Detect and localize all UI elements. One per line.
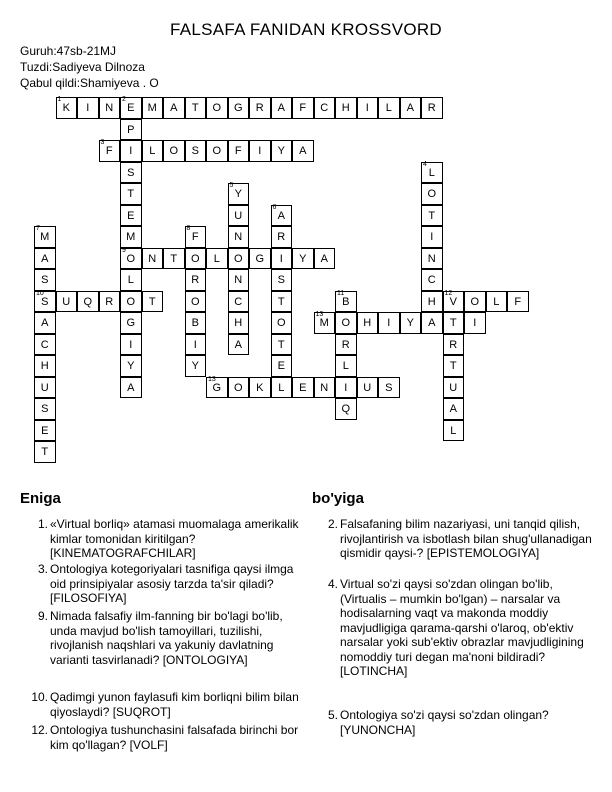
clue-text: Falsafaning bilim nazariyasi, uni tanqid qilish, rivojlantirish va isbotlash bilan shug'ullanadigan qismidir qaysi-? [EPISTEMOLOGIYA] <box>340 517 592 560</box>
cell-letter: N <box>320 381 329 394</box>
group-line: Guruh:47sb-21MJ <box>20 44 117 58</box>
crossword-cell <box>120 119 142 141</box>
clue-text: Ontologiya kotegoriyalari tasnifiga qaysi ilmga oid prinsipiyalar asosiy tarzda ta'sir qiladi? [FILOSOFIYA] <box>50 562 294 605</box>
cell-letter: Y <box>277 145 285 157</box>
crossword-cell <box>120 248 142 270</box>
cell-letter: H <box>40 360 49 372</box>
crossword-cell <box>228 291 250 313</box>
crossword-cell <box>142 248 164 270</box>
crossword-cell <box>99 97 121 119</box>
cell-letter: A <box>234 338 242 351</box>
down-clue <box>327 708 595 737</box>
across-clue <box>37 562 300 606</box>
crossword-cell <box>421 291 443 313</box>
crossword-cell <box>142 97 164 119</box>
crossword-cell <box>271 312 293 334</box>
crossword-cell <box>421 162 443 184</box>
crossword-cell <box>443 398 465 420</box>
cell-letter: T <box>127 188 135 200</box>
crossword-cell <box>120 377 142 399</box>
down-heading: bo'yiga <box>312 490 364 507</box>
cell-letter: E <box>127 209 135 222</box>
down-clue <box>327 577 595 679</box>
crossword-cell <box>206 97 228 119</box>
clue-number: 2. <box>327 517 338 531</box>
cell-letter: K <box>256 381 264 394</box>
crossword-cell <box>163 248 185 270</box>
crossword-cell <box>228 269 250 291</box>
crossword-cell <box>120 291 142 313</box>
cell-letter: U <box>449 381 458 394</box>
crossword-cell <box>34 248 56 270</box>
cell-letter: Y <box>191 360 199 372</box>
crossword-cell <box>335 334 357 356</box>
across-clue <box>31 723 300 752</box>
cell-letter: A <box>277 209 285 222</box>
cell-letter: I <box>193 338 197 351</box>
cell-letter: H <box>427 295 436 308</box>
cell-letter: S <box>41 403 49 415</box>
crossword-cell <box>228 334 250 356</box>
crossword-cell <box>228 312 250 334</box>
crossword-cell <box>421 248 443 270</box>
cell-number: 6 <box>272 203 277 211</box>
cell-number: 1 <box>57 96 62 103</box>
crossword-cell <box>185 248 207 270</box>
crossword-cell <box>249 97 271 119</box>
cell-letter: M <box>126 231 136 243</box>
cell-letter: Q <box>341 403 351 415</box>
clue-text: Ontologiya tushunchasini falsafada birinchi bor kim qo'llagan? [VOLF] <box>50 723 299 752</box>
cell-letter: O <box>126 295 136 308</box>
clue-text: Qadimgi yunon faylasufi kim borliqni bilim bilan qiyoslaydi? [SUQROT] <box>50 690 299 719</box>
cell-letter: C <box>234 295 243 308</box>
crossword-cell <box>271 226 293 248</box>
crossword-cell <box>120 140 142 162</box>
cell-letter: T <box>148 295 156 308</box>
crossword-cell <box>228 205 250 227</box>
cell-letter: A <box>449 403 457 415</box>
crossword-cell <box>142 140 164 162</box>
crossword-cell <box>120 205 142 227</box>
crossword-cell <box>34 420 56 442</box>
crossword-cell <box>185 269 207 291</box>
cell-letter: O <box>341 317 351 329</box>
crossword-cell <box>34 312 56 334</box>
cell-letter: A <box>320 252 328 265</box>
crossword-cell <box>357 377 379 399</box>
crossword-cell <box>77 291 99 313</box>
cell-letter: H <box>234 317 243 329</box>
cell-number: 3 <box>100 139 105 146</box>
clue-number: 10. <box>31 690 48 704</box>
cell-letter: O <box>169 145 179 157</box>
cell-letter: F <box>105 145 113 157</box>
cell-letter: F <box>191 231 199 243</box>
cell-letter: L <box>278 381 285 394</box>
clue-text: Nimada falsafiy ilm-fanning bir bo'lagi bo'lib, unda mavjud bo'lish tamoyillari, tuzilishi, rivojlanish naqshlari va yakuniy davlatning varianti tasvirlanadi? [ONTOLOGIYA] <box>50 609 283 667</box>
cell-letter: C <box>320 102 329 114</box>
cell-letter: E <box>41 424 49 437</box>
cell-number: 2 <box>122 96 126 103</box>
cell-letter: E <box>277 360 285 372</box>
cell-letter: O <box>233 252 243 265</box>
clue-number: 1. <box>37 517 48 531</box>
cell-number: 11 <box>337 289 345 297</box>
cell-letter: V <box>449 295 457 308</box>
crossword-cell <box>34 269 56 291</box>
crossword-cell <box>421 226 443 248</box>
crossword-cell <box>34 377 56 399</box>
crossword-cell <box>120 162 142 184</box>
crossword-cell <box>271 205 293 227</box>
cell-letter: I <box>258 145 262 157</box>
crossword-cell <box>400 312 422 334</box>
cell-number: 7 <box>36 225 40 232</box>
cell-letter: H <box>363 317 372 329</box>
across-clue <box>31 690 300 719</box>
crossword-cell <box>185 226 207 248</box>
crossword-cell <box>185 140 207 162</box>
cell-letter: T <box>191 102 199 114</box>
cell-letter: I <box>129 145 133 157</box>
cell-letter: N <box>234 274 243 286</box>
clue-number: 4. <box>327 577 338 591</box>
crossword-cell <box>228 140 250 162</box>
cell-letter: Y <box>127 360 135 372</box>
cell-letter: R <box>449 338 458 351</box>
crossword-cell <box>228 248 250 270</box>
cell-letter: M <box>147 102 157 114</box>
cell-letter: T <box>41 446 49 458</box>
cell-number: 9 <box>122 246 126 254</box>
cell-letter: L <box>450 424 457 437</box>
cell-letter: S <box>41 295 49 308</box>
crossword-cell <box>292 248 314 270</box>
crossword-cell <box>34 334 56 356</box>
cell-letter: E <box>127 102 135 114</box>
crossword-cell <box>99 140 121 162</box>
cell-letter: S <box>127 166 135 179</box>
crossword-cell <box>314 377 336 399</box>
cell-letter: S <box>41 274 49 286</box>
cell-letter: T <box>277 338 285 351</box>
crossword-cell <box>335 291 357 313</box>
crossword-cell <box>120 355 142 377</box>
crossword-cell <box>464 312 486 334</box>
cell-letter: A <box>299 145 307 157</box>
cell-letter: A <box>406 102 414 114</box>
cell-number: 13 <box>315 311 324 318</box>
crossword-cell <box>421 312 443 334</box>
cell-letter: I <box>129 338 133 351</box>
crossword-cell <box>120 226 142 248</box>
cell-number: 13 <box>208 375 216 383</box>
cell-letter: O <box>126 252 136 265</box>
cell-letter: A <box>41 317 49 329</box>
across-clue <box>37 609 300 667</box>
cell-letter: A <box>127 381 135 394</box>
crossword-cell <box>228 183 250 205</box>
cell-letter: B <box>191 317 199 329</box>
cell-letter: O <box>212 102 222 114</box>
cell-letter: O <box>427 188 437 200</box>
cell-letter: L <box>385 102 392 114</box>
crossword-cell <box>185 355 207 377</box>
cell-number: 10 <box>36 289 44 297</box>
cell-letter: U <box>62 295 71 308</box>
cell-letter: Y <box>406 317 414 329</box>
cell-letter: T <box>428 209 436 222</box>
crossword-cell <box>185 312 207 334</box>
cell-letter: T <box>449 317 457 329</box>
cell-letter: N <box>105 102 114 114</box>
cell-letter: G <box>212 381 222 394</box>
cell-letter: G <box>126 317 136 329</box>
crossword-cell <box>271 334 293 356</box>
cell-letter: O <box>470 295 480 308</box>
crossword-cell <box>443 291 465 313</box>
crossword-cell <box>99 291 121 313</box>
cell-letter: I <box>473 317 477 329</box>
crossword-cell <box>443 355 465 377</box>
crossword-cell <box>443 420 465 442</box>
crossword-cell <box>486 291 508 313</box>
crossword-cell <box>421 205 443 227</box>
cell-letter: Q <box>83 295 93 308</box>
cell-letter: L <box>428 166 435 179</box>
across-heading: Eniga <box>20 490 61 507</box>
crossword-cell <box>357 97 379 119</box>
cell-letter: K <box>62 102 70 114</box>
reviewer-line: Qabul qildi:Shamiyeva . O <box>20 76 159 90</box>
cell-letter: I <box>365 102 369 114</box>
clue-text: «Virtual borliq» atamasi muomalaga amerikalik kimlar tomonidan kiritilgan? [KINEMATOGRAFCHILAR] <box>50 517 299 560</box>
cell-letter: I <box>387 317 391 329</box>
cell-letter: L <box>213 252 220 265</box>
crossword-cell <box>142 291 164 313</box>
cell-letter: S <box>277 274 285 286</box>
crossword-cell <box>357 312 379 334</box>
crossword-cell <box>249 248 271 270</box>
cell-letter: S <box>191 145 199 157</box>
crossword-cell <box>271 355 293 377</box>
page-title: FALSAFA FANIDAN KROSSVORD <box>169 20 443 39</box>
crossword-cell <box>120 334 142 356</box>
crossword-cell <box>335 312 357 334</box>
crossword-cell <box>443 312 465 334</box>
cell-number: 4 <box>423 160 427 168</box>
crossword-cell <box>163 97 185 119</box>
cell-letter: A <box>41 252 49 265</box>
crossword-cell <box>400 97 422 119</box>
crossword-cell <box>335 398 357 420</box>
cell-letter: G <box>233 102 243 114</box>
clue-text: Ontologiya so'zi qaysi so'zdan olingan? [YUNONCHA] <box>340 708 549 737</box>
cell-letter: A <box>277 102 285 114</box>
crossword-cell <box>249 377 271 399</box>
crossword-cell <box>185 291 207 313</box>
crossword-cell <box>271 269 293 291</box>
crossword-cell <box>34 398 56 420</box>
cell-letter: N <box>148 252 157 265</box>
cell-letter: M <box>319 317 329 329</box>
cell-letter: T <box>449 360 457 372</box>
cell-number: 8 <box>186 225 191 232</box>
cell-letter: H <box>341 102 350 114</box>
cell-letter: I <box>430 231 434 243</box>
cell-letter: I <box>279 252 283 265</box>
cell-letter: M <box>40 231 50 243</box>
cell-number: 12 <box>444 289 453 297</box>
crossword-cell <box>378 312 400 334</box>
crossword-cell <box>163 140 185 162</box>
cell-letter: P <box>127 123 135 136</box>
cell-letter: R <box>105 295 114 308</box>
clue-number: 5. <box>327 708 338 722</box>
cell-letter: F <box>299 102 307 114</box>
crossword-cell <box>34 226 56 248</box>
cell-letter: O <box>276 317 286 329</box>
crossword-cell <box>228 97 250 119</box>
crossword-cell <box>249 140 271 162</box>
cell-letter: A <box>170 102 178 114</box>
crossword-cell <box>185 334 207 356</box>
cell-letter: L <box>342 360 349 372</box>
cell-letter: O <box>190 295 200 308</box>
crossword-cell <box>56 291 78 313</box>
crossword-cell <box>56 97 78 119</box>
cell-letter: S <box>385 381 393 394</box>
cell-letter: L <box>149 145 156 157</box>
crossword-cell <box>34 355 56 377</box>
crossword-cell <box>314 312 336 334</box>
crossword-cell <box>271 140 293 162</box>
crossword-cell <box>292 377 314 399</box>
cell-letter: E <box>299 381 307 394</box>
crossword-cell <box>228 226 250 248</box>
crossword-cell <box>271 377 293 399</box>
cell-letter: U <box>363 381 372 394</box>
crossword-cell <box>464 291 486 313</box>
cell-letter: O <box>233 381 243 394</box>
crossword-cell <box>120 97 142 119</box>
crossword-cell <box>378 377 400 399</box>
crossword-cell <box>443 334 465 356</box>
crossword-cell <box>335 355 357 377</box>
clue-number: 12. <box>31 723 48 737</box>
cell-letter: T <box>277 295 285 308</box>
crossword-cell <box>120 312 142 334</box>
cell-letter: A <box>428 317 436 329</box>
crossword-cell <box>206 140 228 162</box>
clue-number: 3. <box>37 562 48 576</box>
down-clue <box>327 517 595 561</box>
crossword-cell <box>378 97 400 119</box>
crossword-cell <box>206 248 228 270</box>
crossword-cell <box>120 269 142 291</box>
cell-letter: U <box>40 381 49 394</box>
crossword-cell <box>314 97 336 119</box>
crossword-cell <box>34 291 56 313</box>
crossword-cell <box>421 269 443 291</box>
cell-letter: I <box>86 102 90 114</box>
across-clue <box>37 517 300 561</box>
crossword-cell <box>421 97 443 119</box>
cell-letter: N <box>234 231 243 243</box>
crossword-cell <box>271 248 293 270</box>
crossword-cell <box>77 97 99 119</box>
clue-text: Virtual so'zi qaysi so'zdan olingan bo'lib, (Virtualis – mumkin bo'lgan) – narsalar va hodisalarning vaqt va makonda moddiy mavjudligiga qarama-qarshi o'laroq, ob'ektiv narsalar yoki sub'ektiv obrazlar mavjudligining nomoddiy turi degan ma'noni bildiradi? [LOTINCHA] <box>340 577 584 678</box>
cell-letter: R <box>427 102 436 114</box>
crossword-cell <box>34 441 56 463</box>
cell-letter: C <box>427 274 436 286</box>
cell-letter: C <box>40 338 49 351</box>
cell-letter: R <box>255 102 264 114</box>
cell-letter: F <box>514 295 522 308</box>
cell-letter: T <box>170 252 178 265</box>
crossword-cell <box>314 248 336 270</box>
cell-letter: F <box>234 145 242 157</box>
cell-letter: O <box>212 145 222 157</box>
crossword-cell <box>271 97 293 119</box>
cell-letter: R <box>277 231 286 243</box>
cell-number: 5 <box>229 182 234 189</box>
crossword-cell <box>443 377 465 399</box>
cell-letter: L <box>493 295 500 308</box>
crossword-cell <box>185 97 207 119</box>
crossword-cell <box>292 140 314 162</box>
cell-letter: Y <box>299 252 307 265</box>
cell-letter: R <box>341 338 350 351</box>
crossword-cell <box>507 291 529 313</box>
cell-letter: L <box>127 274 134 286</box>
cell-letter: U <box>234 209 243 222</box>
crossword-cell <box>120 183 142 205</box>
cell-letter: R <box>191 274 200 286</box>
cell-letter: N <box>427 252 436 265</box>
crossword-cell <box>228 377 250 399</box>
crossword-cell <box>206 377 228 399</box>
cell-letter: I <box>344 381 348 394</box>
cell-letter: O <box>190 252 200 265</box>
clue-number: 9. <box>37 609 48 623</box>
cell-letter: G <box>255 252 265 265</box>
crossword-cell <box>421 183 443 205</box>
author-line: Tuzdi:Sadiyeva Dilnoza <box>20 60 145 74</box>
cell-letter: B <box>342 295 350 308</box>
crossword-cell <box>271 291 293 313</box>
cell-letter: Y <box>234 188 242 200</box>
crossword-cell <box>292 97 314 119</box>
crossword-cell <box>335 377 357 399</box>
crossword-cell <box>335 97 357 119</box>
